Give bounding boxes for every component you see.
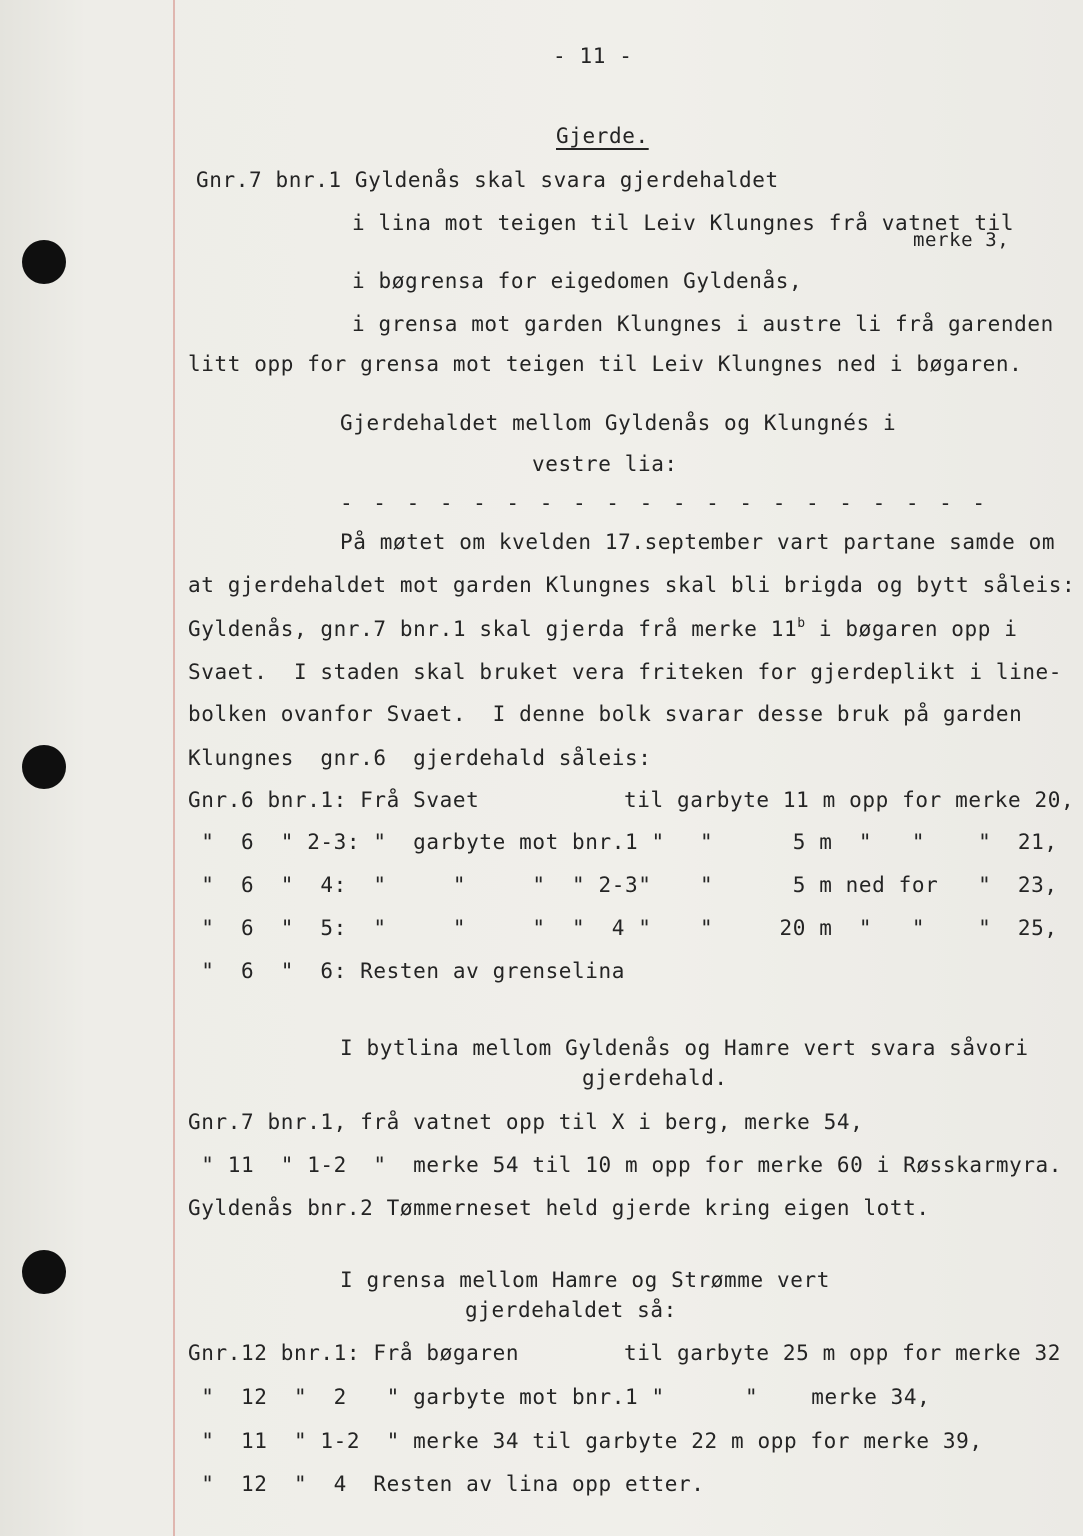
text-line: gjerdehald. [582,1066,728,1090]
text-line: Gjerdehaldet mellom Gyldenås og Klungnés i [340,411,897,435]
table-cell: " 20 m " " " 25, [700,916,1058,940]
table-cell: til garbyte 25 m opp for merke 32 [624,1341,1062,1365]
text-line: Gnr.7 bnr.1, frå vatnet opp til X i berg, merke 54, [188,1110,864,1134]
table-row: " 6 " 5: " " " " 4 " [188,916,652,940]
table-row: " 11 " 1-2 " merke 34 til garbyte 22 m opp for merke 39, [188,1429,983,1453]
table-row: " 12 " 2 " garbyte mot bnr.1 " [188,1385,665,1409]
text-line: merke 3, [913,229,1010,251]
table-row: " 6 " 4: " " " " 2-3" [188,873,652,897]
text-line: Gyldenås bnr.2 Tømmerneset held gjerde kring eigen lott. [188,1196,930,1220]
table-row: Gnr.6 bnr.1: Frå Svaet [188,788,480,812]
table-row: " 6 " 6: Resten av grenselina [188,959,626,983]
text-line: at gjerdehaldet mot garden Klungnes skal bli brigda og bytt såleis: [188,573,1076,597]
text-line: Gnr.7 bnr.1 Gyldenås skal svara gjerdehaldet [196,168,779,192]
text-line: På møtet om kvelden 17.september vart partane samde om [340,530,1056,554]
table-cell: til garbyte 11 m opp for merke 20, [624,788,1075,812]
heading: Gjerde. [556,124,649,148]
table-cell: " 5 m ned for " 23, [700,873,1058,897]
text-line: I grensa mellom Hamre og Strømme vert [340,1268,830,1292]
table-row: Gnr.12 bnr.1: Frå bøgaren [188,1341,520,1365]
text-line: i grensa mot garden Klungnes i austre li frå garenden [352,312,1054,336]
text-line: gjerdehaldet så: [465,1298,677,1322]
table-row: " 6 " 2-3: " garbyte mot bnr.1 " [188,830,665,854]
dash-separator: - - - - - - - - - - - - - - - - - - - - [340,491,990,515]
margin-rule [173,0,175,1536]
text-line: bolken ovanfor Svaet. I denne bolk svarar desse bruk på garden [188,702,1023,726]
text-line: vestre lia: [532,452,678,476]
punch-hole [22,745,66,789]
table-row: " 12 " 4 Resten av lina opp etter. [188,1472,705,1496]
punch-hole [22,1250,66,1294]
text-line: i bøgrensa for eigedomen Gyldenås, [352,269,803,293]
table-cell: " merke 34, [745,1385,931,1409]
table-cell: " 5 m " " " 21, [700,830,1058,854]
text-line: i lina mot teigen til Leiv Klungnes frå vatnet til [352,211,1015,235]
text-line: Klungnes gnr.6 gjerdehald såleis: [188,746,652,770]
page-number: - 11 - [553,44,633,68]
text-line: Svaet. I staden skal bruket vera friteken for gjerdeplikt i line- [188,660,1063,684]
text-line: I bytlina mellom Gyldenås og Hamre vert svara såvori [340,1036,1029,1060]
text-line: " 11 " 1-2 " merke 54 til 10 m opp for merke 60 i Røsskarmyra. [188,1153,1063,1177]
text-line: Gyldenås, gnr.7 bnr.1 skal gjerda frå merke 11$^b$ i bøgaren opp i [188,616,1018,641]
text-line: litt opp for grensa mot teigen til Leiv Klungnes ned i bøgaren. [188,352,1023,376]
punch-hole [22,240,66,284]
